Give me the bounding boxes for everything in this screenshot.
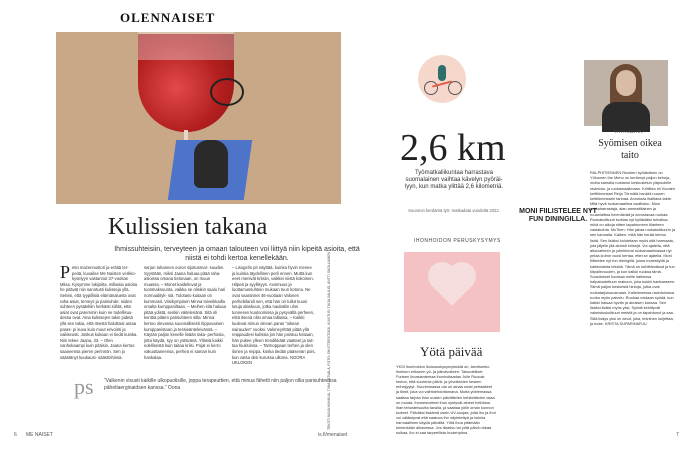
photo-credit: TEKSTI NIINA HUHKUA, TIINA LATVALA, FOTO: SHUTTERSTOCK, KUVITUS: TUIJA SAULIO, ANTTI SKOLLAINEN [327,251,331,430]
wine-glass-rim [138,32,234,60]
scribble-illustration [210,78,244,106]
crouching-person-illustration [194,140,228,188]
stat-source: Suunnon kerdämä työ- matkadata vuodeltä 2022. [408,208,500,213]
portrait-face [616,70,636,96]
article-subtitle: Ihmissuhteisiin, terveyteen ja omaan talouteen voi liittyä niin kipeitä asioita, että niistä ei tohdi kertoa kenellekään. [114,246,360,262]
column-body-text: RALPHITIENNEN Ruokien syötävämin on Yöluonen the Menu on kerännyt paljon kehuja, mutta samalla nostanut keskustelun yläpuolelle ravintola- ja ruokamaailmaan. Kriitikko eli Vuoden keittiömestari Reijo Törmälä hankkii nuoren keittiömestarin tarinaa. Annoksia ihailtava taide. Mitä hyvä ruokamaailma osallistuu. Moni ruokaharrastaja, alan ammattilainen ja ruuanlaittoa ilmentävää ja arvostavaa ruokaa. Ruokakulttuuri tuottaa nyt kyllästäisi tuhlailua, mikä on aikoja sitten tapahtuneen tilanteen vastakohta. McTeen: Hän jakaa ruokakulttuurin ja sen kannalta. Kaiken, mitä hän kerää kertoo lisää. Sen lisäksi kulutetaan myös sitä harmaata, jota jäljelle jää aidosti kriisejä. Voi ajatella, että alkuvaiheen ja ydinhinnat ruokamaailmassa nyt pelaa kolme vuosi kertaa, ettei se ajatella. Moni fiilistelee nyt fun diningillä, jossa moleskyttä ja kaikenlaista tekstiä. Tämä on kehittämässä ja tuo kilpailevuuden, ja kun kaikki ruokaa tämä. Suositukset kootaan esille kaikessa halpatuotettuun makuun, joka kukkii hankaaseen. Silmä paljon keskeisiä hintoja, jotka ovat ruokatarjoisuusmaan. Kalleimmissa ravintoloissa ruoka myös palvelu. Ruokaa voidaan syödä, kun kaikki haluaa hyvän ja ainaisen kanssa. Sen lisäksi lisäisi myös yksi. Syödä kehittyvät valmistuskulttuuri meistä ja on tapahtunut ja saa. Sillä lisäys yksi on ainut, joka, tekninen kuljettaa, ja tuote. KRISTA SUPARIHARJU [590,170,676,326]
stat-description: Työmatkaliikuntaa harrastava suomalainen vaihtaa kävelyn pyöräi- lyyn, kun matka ylittää 2,6 kilometriä. [404,170,504,190]
bicycle-icon [418,55,466,103]
body-column-1-text: etin mazennustori ja eräitä ter- peitä, kuvailee Me Naisten verkko- kyselyyn vastannut 37-vuotias Miisa. Kysymme lukijoilta, millaisia asioita he pitävät niin sanotusti kulisseja yllä. Selvisi, että tyypillisiä elämänalueita ovat raha-asiat, terveys ja parisuhde: niiden suhteen pysäteltiin herkästi siihtä, että asiat ovat paremmin kuin ne todellisuu- dessa ovat. Aina kulissejen takin pidetä yllä sen takia, että itsestä haluttaisi antaa paras- pi kuva kuin muut erivointi ja vaikkeusti. Joskus kukaan ei tiedä kuinka. Niin tekee Jaana, 33. – Olen vanhekaampi kuin pitäisin. Jaana kertoo saaneensa pieren perinnön. Sen jo säästänyt kuukausi- säästöihinsä. [60,265,138,360]
section-label: OLENNAISET [120,10,216,25]
footer-magazine-name: ME NAISET [26,432,53,438]
body-column-1 [60,262,138,369]
body-column-3-text: – Lisogelin pit näyttää, kuinka hyvin menee ja kuinka täydellinen perli ennen. Muttä kun eeet menivät kriisiin, vaikkei niistä kokoinen. Hilpeä ja syyllisyys. Avoimuus ja luottamussuhtein mukaan tuun kotona. Ne ovat vaarannet 46-vuotiaan Valonen perhebilandi sen, että hän on tullut kuusi lutuja alankuun, jotka naulattiin ulos tunnesen kuuloomissa ja pysyvällä perheen, etitä itsenä olisi omaa lallassa. – Kaikki luulevat minun olevan paras ”oikean sairauden” vuoksi. Valoneyrittää pitää yllä reippaudesi kulissia jos hän poistuu kotiaan, hän pukee ylleen trendikkäät vaatteet ja tait- taa hiuksiinsa. – Tarmoppaan terhen ja olen ilonen ja reippa, koska tiedän pääsevän pois, kun vatsa olisi kurussa ulkona. NOORA UKLOKEN [232,265,316,366]
footer-url: is.fi/menaiset [318,432,348,438]
footer-page-right: 7 [676,432,679,438]
article-title: Kulissien takana [108,214,268,240]
bicycle-wheel-back [424,81,438,95]
cyclist-figure [438,65,446,81]
body-column-2 [144,265,226,369]
portrait-shirt [602,102,650,132]
column-pullquote: MONI FIILISTELEE NYT FUN DININGILLA. [519,208,597,224]
heart-icon [432,266,472,306]
bicycle-wheel-front [448,81,462,95]
middle-article-title: Yötä päivää [420,344,483,359]
footer-page-left: 6 [14,432,17,438]
body-column-2-text: sarjan tuhannen euron sijoitusmar- suuden. Syystään, miksi Jaana haluaa pitää raha-asioissa omana tietonaan, on muun muassa. – Monet kaidelinvat ja tuosmaksuunta, vaikka se olisikin saalu hari normaalityk- siä. Tulotaso kuitaan on kummasit. Viisikympinen Minna toiveikkailla omalta kumppaniltaan. – Meihen sitä haluaa pitää ydistä, senkin väitelenänä. Sitä oli kenttiä pitäen parisuhteen silta. Minna kertoo olevansa suunnallisesti riippuvainen kumppanistaan ja tessieänteleivänsä. – Käytän paljon kenelle lisään taka- perhosia, jotta käydä, syy on ystävänä. Ylläsiä kaikki edellisestä kuin taitaa kriisi. Pojat ei kerro vakuuttaneensa, perheä ei saman kuin hankalaa. [144,265,226,360]
stat-number: 2,6 km [400,127,506,169]
column-body [590,170,676,426]
middle-article-body: YKSI ihonhoidon ikuisuuskysymyksistä on, tarvitseeko ihminen erikseen yö- ja päivävoiteen. Taloudelliset Fortsen ihoasiantemaa ihonhoitaadan Julie Ruocak kertoo, että suurenia päivä- ja yövoiteiden kesken eriheijyytyt. Suurimmassa ota on ainaa omat periaatteet ja tiimit, joka voi vaihtoehdottomana. Mutta yöelemassa saattaa tarjota ihon uusien päivittävien kehitettävien osaa on muuta. Ihomesvoiteet ihon syntyvät aineet hellottaa ihan tehosteisuutta tavalla, ja saattaa yölle oman kunnon tuoteet. Päiväksi lisäämä usein UV-suojaa, jotta iho ja ihot voi väläistyvat että saatuva iho näytetettyä ja kuinka harmaallinen käydä päivältä. Yötä ihoa pitämään kenenkään alkavessa. Jos tilasiivu tai yötä päivä uhkaa sulkaa, iho ei saa tarpeellista huolenpitoa. [396,364,496,436]
drop-cap: P [60,262,71,282]
quote-signature-mark: ps [74,374,94,399]
body-column-3 [232,265,316,369]
hero-illustration [56,32,341,204]
middle-section-label: IHONHOIDON PERUSKYSYMYS [414,238,501,244]
cream-heart-image [404,252,500,332]
column-label: TÄTÄ MIETIN [614,129,643,134]
author-portrait [584,60,668,126]
column-title: Syömisen oikea taito [598,138,662,161]
pull-quote: ”Valkenin visusti kaikille ulkopuolisille, joppa terapeuttien, että minua fähetti niin paljon ollia parisuhteessa pähetlaerginaidsen kanssa.” Oona [104,378,337,391]
